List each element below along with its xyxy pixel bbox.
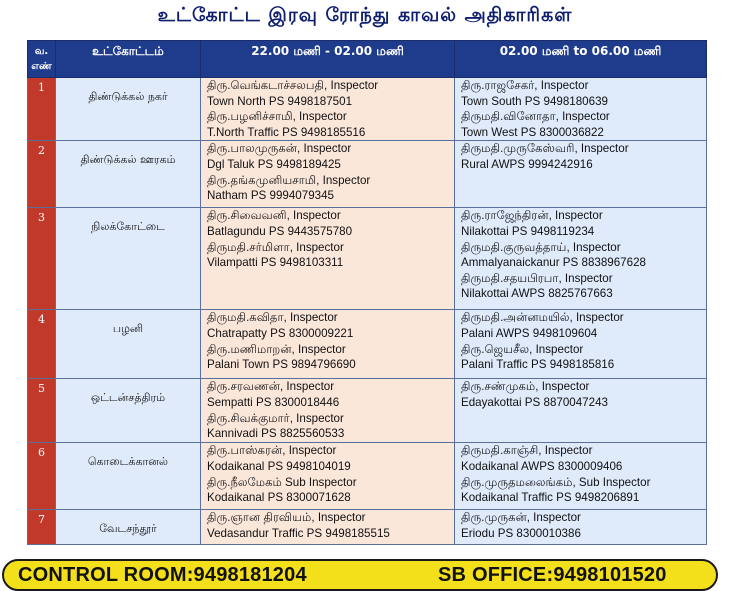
station-phone: Palani Traffic PS 9498185816 bbox=[461, 358, 615, 372]
officer-name: திரு.பாஸ்கரன், Inspector bbox=[207, 444, 337, 458]
officer-name: திரு.சிவக்குமார், Inspector bbox=[207, 411, 344, 425]
subdivision-name: பழனி bbox=[56, 310, 201, 379]
header-shift-1: 22.00 மணி - 02.00 மணி bbox=[201, 41, 455, 78]
station-phone: Rural AWPS 9994242916 bbox=[461, 157, 593, 171]
station-phone: Eriodu PS 8300010386 bbox=[461, 526, 581, 540]
shift-1-officers bbox=[201, 141, 455, 208]
serial-number: 6 bbox=[28, 443, 56, 510]
officer-name: திரு.சிவைவனி, Inspector bbox=[207, 209, 341, 223]
serial-number: 7 bbox=[28, 510, 56, 545]
patrol-roster-table bbox=[27, 40, 707, 545]
officer-name: திருமதி.காஞ்சி, Inspector bbox=[461, 444, 593, 458]
header-sno: வ. எண் bbox=[28, 41, 56, 78]
station-phone: Town South PS 9498180639 bbox=[461, 94, 608, 108]
station-phone: Palani Town PS 9894796690 bbox=[207, 358, 356, 372]
officer-name: திரு.ராஜேந்திரன், Inspector bbox=[461, 209, 603, 223]
station-phone: Kodaikanal PS 8300071628 bbox=[207, 491, 351, 505]
shift-2-officers bbox=[455, 310, 707, 379]
serial-number: 2 bbox=[28, 141, 56, 208]
officer-name: திருமதி.முருகேஸ்வரி, Inspector bbox=[461, 142, 629, 156]
table-row bbox=[28, 141, 707, 208]
table-row bbox=[28, 78, 707, 141]
officer-name: திரு.முருகன், Inspector bbox=[461, 511, 581, 525]
station-phone: Vedasandur Traffic PS 9498185515 bbox=[207, 526, 390, 540]
subdivision-name: கொடைக்கானல் bbox=[56, 443, 201, 510]
officer-name: திரு.ஜெயசீல, Inspector bbox=[461, 342, 584, 356]
footer-contact-bar bbox=[2, 559, 718, 591]
station-phone: Natham PS 9994079345 bbox=[207, 189, 334, 203]
shift-2-officers bbox=[455, 208, 707, 310]
officer-name: திரு.சண்முகம், Inspector bbox=[461, 380, 590, 394]
station-phone: Palani AWPS 9498109604 bbox=[461, 326, 598, 340]
serial-number: 4 bbox=[28, 310, 56, 379]
shift-2-officers bbox=[455, 141, 707, 208]
table-row bbox=[28, 443, 707, 510]
station-phone: Town North PS 9498187501 bbox=[207, 94, 353, 108]
table-row bbox=[28, 310, 707, 379]
officer-name: திரு.ராஜசேகர், Inspector bbox=[461, 79, 589, 92]
station-phone: Town West PS 8300036822 bbox=[461, 125, 604, 139]
station-phone: Batlagundu PS 9443575780 bbox=[207, 224, 353, 238]
subdivision-name: நிலக்கோட்டை bbox=[56, 208, 201, 310]
subdivision-name: வேடசந்தூர் bbox=[56, 510, 201, 545]
officer-name: திரு.சரவணன், Inspector bbox=[207, 380, 335, 394]
shift-2-officers bbox=[455, 510, 707, 545]
station-phone: Kannivadi PS 8825560533 bbox=[207, 427, 345, 441]
serial-number: 5 bbox=[28, 379, 56, 443]
serial-number: 3 bbox=[28, 208, 56, 310]
control-room-number: CONTROL ROOM:9498181204 bbox=[18, 564, 307, 586]
page-title: உட்கோட்ட இரவு ரோந்து காவல் அதிகாரிகள் bbox=[157, 4, 573, 26]
station-phone: Dgl Taluk PS 9498189425 bbox=[207, 157, 341, 171]
officer-name: திரு.வெங்கடாச்சலபதி, Inspector bbox=[207, 79, 379, 92]
officer-name: திருமதி.சர்மிளா, Inspector bbox=[207, 240, 344, 254]
subdivision-name: திண்டுக்கல் நகர் bbox=[56, 78, 201, 141]
station-phone: Edayakottai PS 8870047243 bbox=[461, 395, 608, 409]
officer-name: திரு.நீலமேகம் Sub Inspector bbox=[207, 475, 357, 489]
officer-name: திரு.மணிமாறன், Inspector bbox=[207, 342, 346, 356]
station-phone: Kodaikanal PS 9498104019 bbox=[207, 459, 351, 473]
subdivision-name: திண்டுக்கல் ஊரகம் bbox=[56, 141, 201, 208]
sb-office-number: SB OFFICE:9498101520 bbox=[438, 564, 667, 586]
officer-name: திருமதி.அன்னமயில், Inspector bbox=[461, 311, 624, 325]
officer-name: திருமதி.வினோதா, Inspector bbox=[461, 110, 610, 124]
station-phone: Ammalyanaickanur PS 8838967628 bbox=[461, 256, 646, 270]
shift-2-officers bbox=[455, 379, 707, 443]
shift-1-officers bbox=[201, 443, 455, 510]
header-subdivision: உட்கோட்டம் bbox=[56, 41, 201, 78]
table-header-row bbox=[28, 41, 707, 78]
officer-name: திரு.முருதமலைங்கம், Sub Inspector bbox=[461, 475, 651, 489]
officer-name: திருமதி.கவிதா, Inspector bbox=[207, 311, 338, 325]
subdivision-name: ஒட்டன்சத்திரம் bbox=[56, 379, 201, 443]
table-row bbox=[28, 379, 707, 443]
shift-2-officers bbox=[455, 443, 707, 510]
officer-name: திரு.பழனிச்சாமி, Inspector bbox=[207, 110, 347, 124]
station-phone: Nilakottai AWPS 8825767663 bbox=[461, 287, 613, 301]
station-phone: Chatrapatty PS 8300009221 bbox=[207, 326, 354, 340]
officer-name: திருமதி.குருவத்தாய், Inspector bbox=[461, 240, 621, 254]
officer-name: திரு.பாலமுருகன், Inspector bbox=[207, 142, 352, 156]
station-phone: Nilakottai PS 9498119234 bbox=[461, 224, 595, 238]
shift-2-officers bbox=[455, 78, 707, 141]
table-row bbox=[28, 208, 707, 310]
shift-1-officers bbox=[201, 510, 455, 545]
shift-1-officers bbox=[201, 310, 455, 379]
shift-1-officers bbox=[201, 78, 455, 141]
station-phone: Vilampatti PS 9498103311 bbox=[207, 256, 344, 270]
officer-name: திரு.ஞான திரவியம், Inspector bbox=[207, 511, 366, 525]
station-phone: Sempatti PS 8300018446 bbox=[207, 395, 340, 409]
shift-1-officers bbox=[201, 208, 455, 310]
station-phone: T.North Traffic PS 9498185516 bbox=[207, 125, 366, 139]
header-shift-2: 02.00 மணி to 06.00 மணி bbox=[455, 41, 707, 78]
station-phone: Kodaikanal AWPS 8300009406 bbox=[461, 459, 623, 473]
officer-name: திருமதி.சதயபிரபா, Inspector bbox=[461, 271, 613, 285]
table-row bbox=[28, 510, 707, 545]
station-phone: Kodaikanal Traffic PS 9498206891 bbox=[461, 491, 640, 505]
officer-name: திரு.தங்கமுனியசாமி, Inspector bbox=[207, 173, 371, 187]
shift-1-officers bbox=[201, 379, 455, 443]
serial-number: 1 bbox=[28, 78, 56, 141]
